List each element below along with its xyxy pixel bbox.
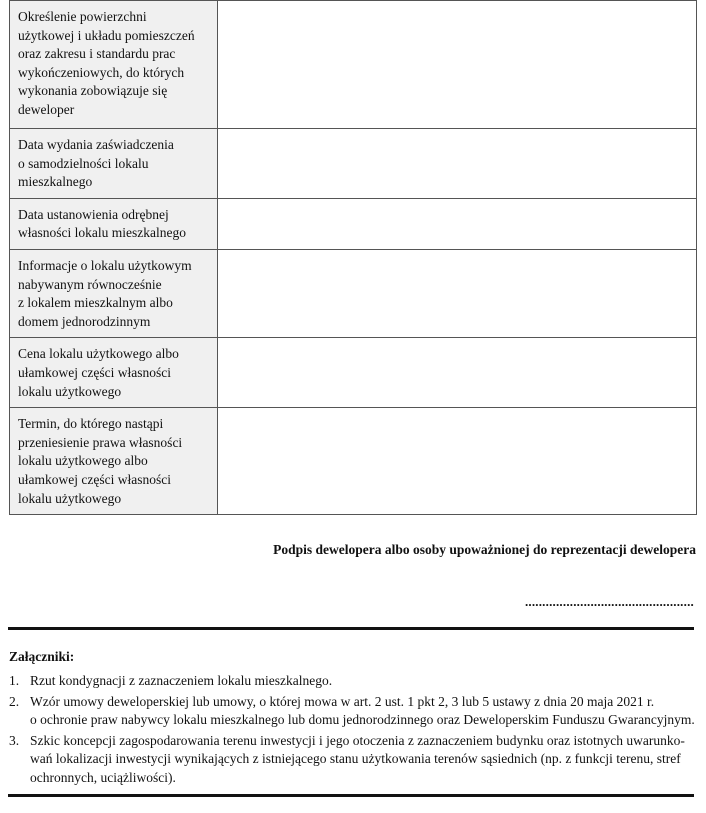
attachments-list <box>9 672 697 790</box>
table-row <box>10 408 697 515</box>
table-row <box>10 249 697 337</box>
row-label-cell <box>10 129 218 199</box>
row-label: Data wydania zaświadczenia o samodzielności lokalu mieszkalnego <box>18 137 174 190</box>
table-row <box>10 129 697 199</box>
row-label: Informacje o lokalu użytkowym nabywanym równocześnie z lokalem mieszkalnym albo domem jednorodzinnym <box>18 257 192 329</box>
row-label: Termin, do którego nastąpi przeniesienie prawa własności lokalu użytkowego albo ułamkowej części własności lokalu użytkowego <box>18 416 183 506</box>
attachments-title: Załączniki: <box>9 649 75 664</box>
row-value-field[interactable] <box>218 198 697 249</box>
table-row <box>10 1 697 129</box>
row-value-field[interactable] <box>218 408 697 515</box>
row-value-field[interactable] <box>218 249 697 337</box>
list-item-text: Rzut kondygnacji z zaznaczeniem lokalu mieszkalnego. <box>30 673 333 688</box>
table-row <box>10 338 697 408</box>
row-value-field[interactable] <box>218 1 697 129</box>
row-label: Cena lokalu użytkowego albo ułamkowej części własności lokalu użytkowego <box>18 346 179 399</box>
list-item-text: ochronnych, uciążliwości). <box>30 769 176 785</box>
list-item-text: o ochronie praw nabywcy lokalu mieszkalnego lub domu jednorodzinnego oraz Deweloperskim Funduszu Gwarancyjnym. <box>30 712 695 728</box>
divider <box>8 794 694 797</box>
list-item <box>9 672 697 691</box>
row-value-field[interactable] <box>218 129 697 199</box>
divider <box>8 627 694 630</box>
row-label-cell <box>10 198 218 249</box>
list-item-number: 3. <box>9 732 20 748</box>
row-label-cell <box>10 1 218 129</box>
row-label-cell <box>10 408 218 515</box>
row-label-cell <box>10 249 218 337</box>
signature-line[interactable]: ................................................. <box>524 594 694 609</box>
list-item-text: Szkic koncepcji zagospodarowania terenu inwestycji i jego otoczenia z zaznaczeniem budynku oraz istotnych uwarunko- <box>30 732 685 748</box>
list-item-number: 2. <box>9 693 20 709</box>
row-label: Określenie powierzchni użytkowej i układu pomieszczeń oraz zakresu i standardu prac wykończeniowych, do których wykonania zobowiązuje się deweloper <box>18 9 195 117</box>
list-item <box>9 693 697 730</box>
developer-info-table <box>9 0 697 515</box>
row-value-field[interactable] <box>218 338 697 408</box>
list-item-number: 1. <box>9 673 20 688</box>
table-row <box>10 198 697 249</box>
list-item <box>9 732 697 788</box>
signature-label: Podpis dewelopera albo osoby upoważnionej do reprezentacji dewelopera <box>273 542 696 557</box>
row-label: Data ustanowienia odrębnej własności lokalu mieszkalnego <box>18 206 186 241</box>
list-item-text: wań lokalizacji inwestycji wynikających z istniejącego stanu użytkowania terenów sąsiednich (np. z funkcji terenu, stref <box>30 751 681 767</box>
list-item-text: Wzór umowy deweloperskiej lub umowy, o której mowa w art. 2 ust. 1 pkt 2, 3 lub 5 ustawy z dnia 20 maja 2021 r. <box>30 693 655 709</box>
row-label-cell <box>10 338 218 408</box>
